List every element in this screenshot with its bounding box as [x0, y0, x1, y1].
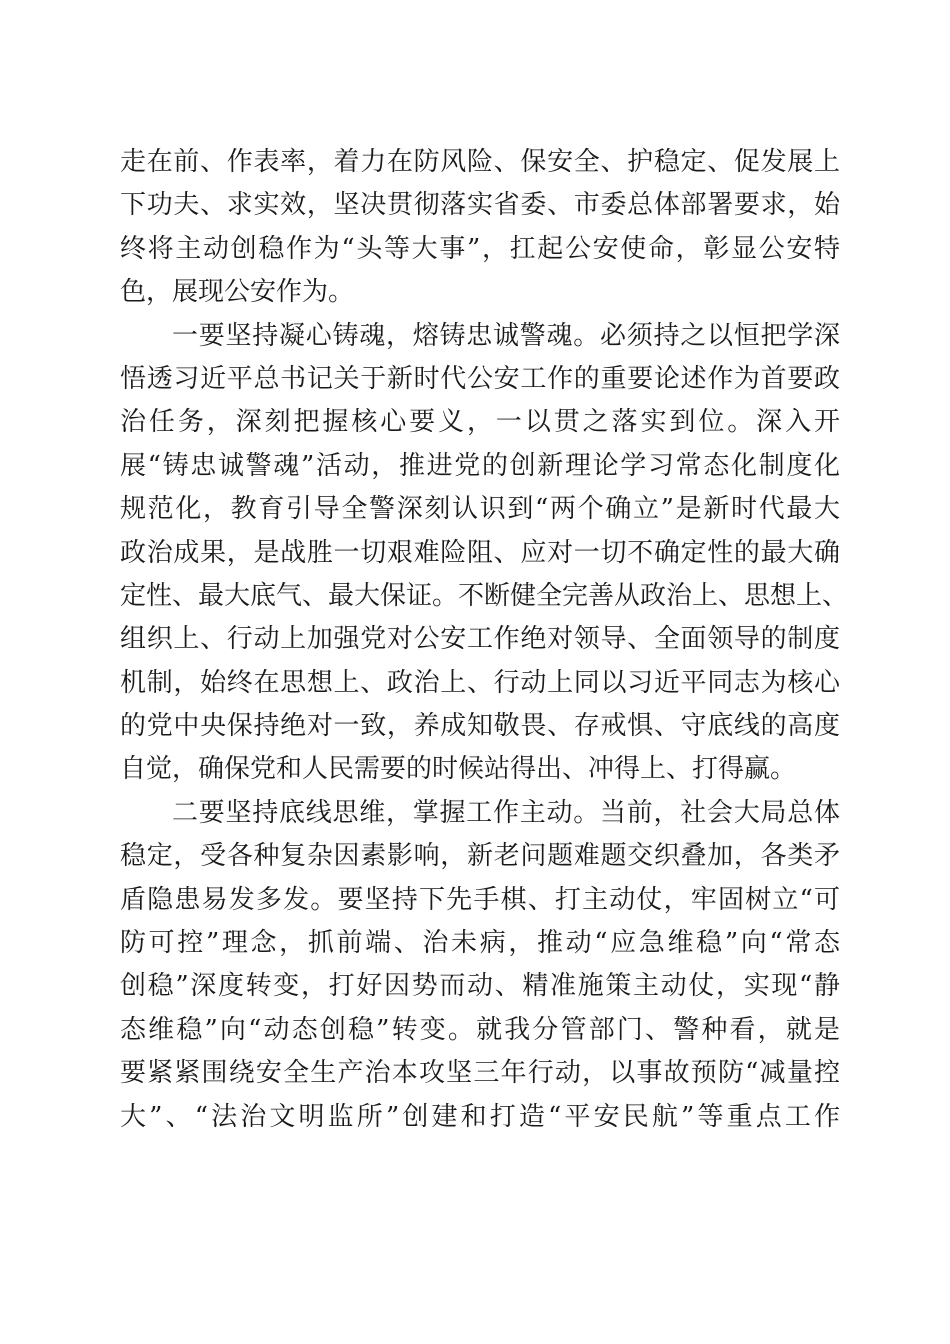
text-line: 防可控”理念，抓前端、治未病，推动“应急维稳”向“常态 — [120, 928, 840, 959]
text-line: 展“铸忠诚警魂”活动，推进党的创新理论学习常态化制度化 — [120, 450, 840, 481]
paragraph-first-line: 一要坚持凝心铸魂，熔铸忠诚警魂。必须持之以恒把学深 — [172, 320, 840, 351]
paragraph-first-line: 二要坚持底线思维，掌握工作主动。当前，社会大局总体 — [172, 797, 840, 828]
text-line: 终将主动创稳作为“头等大事”，扛起公安使命，彰显公安特 — [120, 233, 840, 264]
text-line: 的党中央保持绝对一致，养成知敬畏、存戒惧、守底线的高度 — [120, 711, 840, 742]
text-line: 色，展现公安作为。 — [120, 277, 355, 308]
text-line: 走在前、作表率，着力在防风险、保安全、护稳定、促发展上 — [120, 147, 840, 177]
text-line: 规范化，教育引导全警深刻认识到“两个确立”是新时代最大 — [120, 494, 840, 525]
text-line: 创稳”深度转变，打好因势而动、精准施策主动仗，实现“静 — [120, 971, 840, 1002]
text-line: 政治成果，是战胜一切艰难险阻、应对一切不确定性的最大确 — [120, 537, 840, 568]
text-line: 定性、最大底气、最大保证。不断健全完善从政治上、思想上、 — [120, 580, 849, 611]
text-line: 自觉，确保党和人民需要的时候站得出、冲得上、打得赢。 — [120, 754, 797, 785]
text-line: 组织上、行动上加强党对公安工作绝对领导、全面领导的制度 — [120, 624, 840, 655]
text-line: 悟透习近平总书记关于新时代公安工作的重要论述作为首要政 — [120, 363, 840, 394]
text-line: 大”、“法治文明监所”创建和打造“平安民航”等重点工作 — [120, 1101, 840, 1132]
document-body — [120, 141, 849, 1139]
text-line: 态维稳”向“动态创稳”转变。就我分管部门、警种看，就是 — [120, 1014, 840, 1045]
text-line: 机制，始终在思想上、政治上、行动上同以习近平同志为核心 — [120, 667, 840, 698]
text-line: 下功夫、求实效，坚决贯彻落实省委、市委总体部署要求，始 — [120, 190, 840, 221]
text-line: 稳定，受各种复杂因素影响，新老问题难题交织叠加，各类矛 — [120, 841, 840, 872]
text-line: 要紧紧围绕安全生产治本攻坚三年行动，以事故预防“减量控 — [120, 1058, 840, 1089]
text-line: 盾隐患易发多发。要坚持下先手棋、打主动仗，牢固树立“可 — [120, 884, 840, 915]
text-line: 治任务，深刻把握核心要义，一以贯之落实到位。深入开 — [120, 407, 840, 438]
